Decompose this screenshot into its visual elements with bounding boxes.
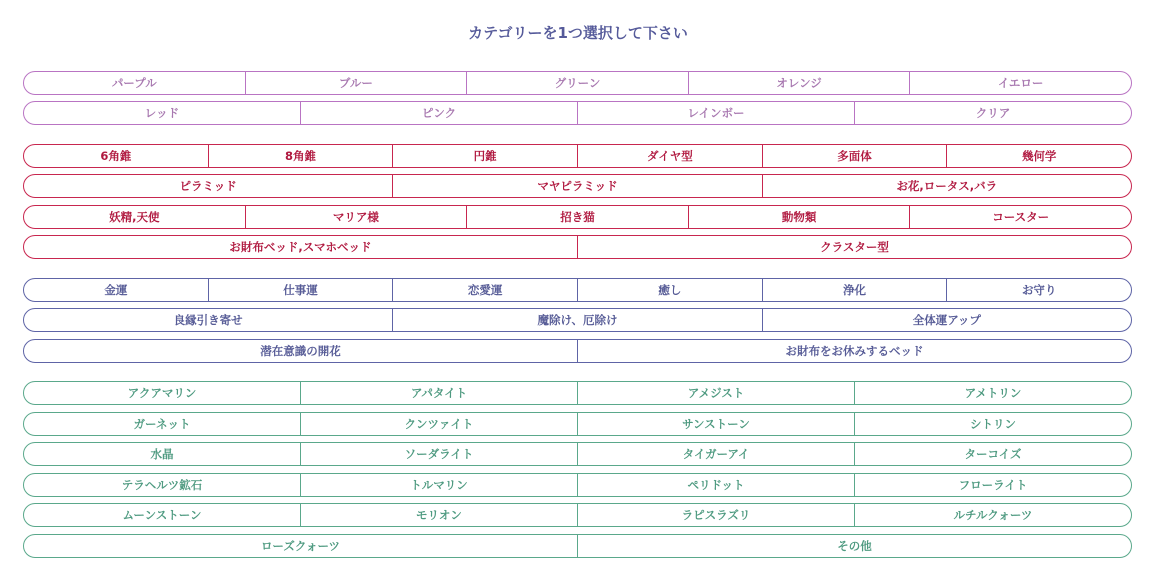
category-button[interactable]: 浄化 — [762, 279, 947, 301]
category-button[interactable]: モリオン — [300, 504, 577, 526]
category-button[interactable]: ガーネット — [133, 417, 191, 431]
category-button[interactable]: アメトリン — [854, 382, 1131, 404]
category-button[interactable]: クンツァイト — [300, 413, 577, 435]
shape-row-1 — [23, 144, 1132, 168]
category-button[interactable]: 幾何学 — [946, 145, 1131, 167]
category-button[interactable]: ローズクォーツ — [260, 539, 341, 553]
category-button[interactable]: お財布をお休みするベッド — [577, 340, 1131, 362]
category-button[interactable]: イエロー — [909, 72, 1131, 94]
category-button[interactable]: 招き猫 — [466, 206, 688, 228]
stone-row-5 — [23, 503, 1132, 527]
category-button[interactable]: サンストーン — [577, 413, 854, 435]
category-button[interactable]: レッド — [144, 106, 180, 120]
effect-row-3 — [23, 339, 1132, 363]
category-button[interactable]: 恋愛運 — [392, 279, 577, 301]
shape-row-4 — [23, 235, 1132, 259]
category-button[interactable]: クリア — [854, 102, 1131, 124]
stone-row-2 — [23, 412, 1132, 436]
category-button[interactable]: アパタイト — [300, 382, 577, 404]
category-button[interactable]: 癒し — [577, 279, 762, 301]
category-button[interactable]: コースター — [909, 206, 1131, 228]
category-button[interactable]: ルチルクォーツ — [854, 504, 1131, 526]
category-button[interactable]: マリア様 — [245, 206, 467, 228]
category-button[interactable]: ダイヤ型 — [577, 145, 762, 167]
category-button[interactable]: オレンジ — [688, 72, 910, 94]
effect-row-2 — [23, 308, 1132, 332]
category-button[interactable]: マヤピラミッド — [392, 175, 761, 197]
category-button[interactable]: タイガーアイ — [577, 443, 854, 465]
color-row-1 — [23, 71, 1132, 95]
category-button[interactable]: シトリン — [854, 413, 1131, 435]
stone-row-1 — [23, 381, 1132, 405]
stone-row-3 — [23, 442, 1132, 466]
category-button[interactable]: 妖精,天使 — [109, 210, 160, 224]
stone-row-4 — [23, 473, 1132, 497]
category-button[interactable]: グリーン — [466, 72, 688, 94]
category-button[interactable]: アメジスト — [577, 382, 854, 404]
category-button[interactable]: アクアマリン — [127, 386, 197, 400]
category-button[interactable]: 8角錐 — [208, 145, 393, 167]
category-button[interactable]: ピラミッド — [179, 179, 237, 193]
category-button[interactable]: お守り — [946, 279, 1131, 301]
category-button[interactable]: 動物類 — [688, 206, 910, 228]
category-button[interactable]: 仕事運 — [208, 279, 393, 301]
category-button[interactable]: 多面体 — [762, 145, 947, 167]
category-button[interactable]: フローライト — [854, 474, 1131, 496]
category-button[interactable]: 潜在意識の開花 — [260, 344, 341, 358]
category-button[interactable]: パープル — [111, 76, 157, 90]
category-button[interactable]: 全体運アップ — [762, 309, 1131, 331]
category-button[interactable]: ブルー — [245, 72, 467, 94]
category-button[interactable]: クラスター型 — [577, 236, 1131, 258]
category-button[interactable]: ピンク — [300, 102, 577, 124]
category-button[interactable]: レインボー — [577, 102, 854, 124]
category-button[interactable]: お花,ロータス,バラ — [762, 175, 1131, 197]
category-button[interactable]: 水晶 — [150, 447, 174, 461]
category-button[interactable]: ラピスラズリ — [577, 504, 854, 526]
category-button[interactable]: ムーンストーン — [122, 508, 202, 522]
shape-row-3 — [23, 205, 1132, 229]
category-button[interactable]: テラヘルツ鉱石 — [121, 478, 203, 492]
category-button[interactable]: 良縁引き寄せ — [173, 313, 243, 327]
category-button[interactable]: お財布ベッド,スマホベッド — [229, 240, 372, 254]
category-button[interactable]: ソーダライト — [300, 443, 577, 465]
category-button[interactable]: 円錐 — [392, 145, 577, 167]
category-button[interactable]: その他 — [577, 535, 1131, 557]
shape-row-2 — [23, 174, 1132, 198]
page-title: カテゴリーを1つ選択して下さい — [468, 24, 688, 42]
category-button[interactable]: ペリドット — [577, 474, 854, 496]
category-button[interactable]: ターコイズ — [854, 443, 1131, 465]
category-button[interactable]: トルマリン — [300, 474, 577, 496]
category-button[interactable]: 金運 — [104, 283, 128, 297]
category-button[interactable]: 6角錐 — [100, 149, 132, 163]
category-button[interactable]: 魔除け、厄除け — [392, 309, 761, 331]
effect-row-1 — [23, 278, 1132, 302]
color-row-2 — [23, 101, 1132, 125]
stone-row-6 — [23, 534, 1132, 558]
